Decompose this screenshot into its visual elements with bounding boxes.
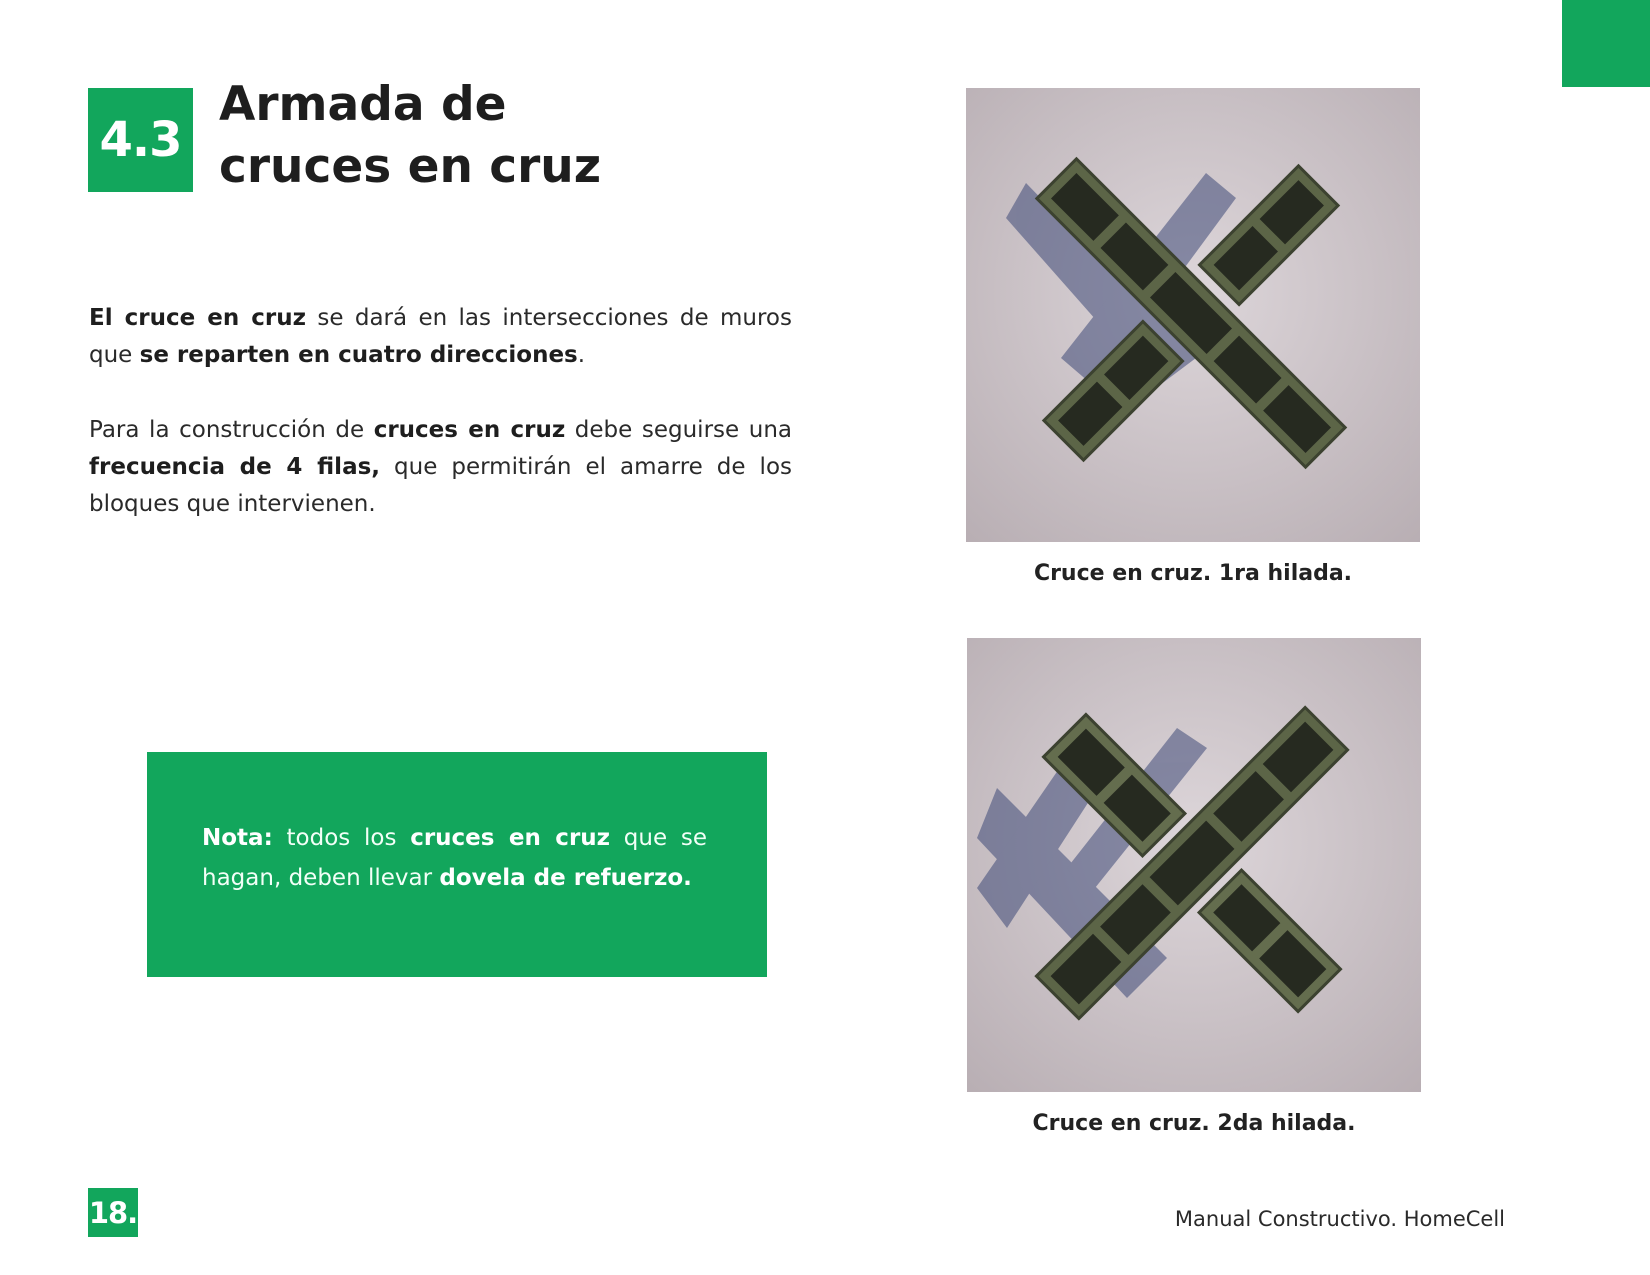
text-run: que permitirán el amarre de los bloques que intervienen. <box>89 454 793 517</box>
bold-text-run: se reparten en cuatro direcciones <box>139 342 578 368</box>
text-run: Para la construcción de <box>89 417 374 443</box>
manual-title: Manual Constructivo. HomeCell <box>1174 1207 1505 1231</box>
section-title <box>219 74 601 198</box>
bold-text-run: Nota: <box>202 825 273 851</box>
page-number: 18. <box>88 1188 138 1237</box>
bold-text-run: cruces en cruz <box>410 825 611 851</box>
note-text <box>202 818 707 898</box>
section-title-line-1: Armada de <box>219 77 507 132</box>
figure-caption-2: Cruce en cruz. 2da hilada. <box>1032 1111 1356 1136</box>
text-run: se dará en las intersecciones de muros que <box>89 305 792 368</box>
construction-paragraph <box>89 412 792 523</box>
text-run: debe seguirse una <box>565 417 792 443</box>
note-box <box>147 752 767 977</box>
text-run: que se hagan, deben llevar <box>202 825 708 891</box>
text-run: todos los <box>272 825 411 851</box>
intro-paragraph <box>89 300 792 374</box>
text-run: . <box>577 342 586 368</box>
second-course-image <box>967 638 1421 1092</box>
section-number-badge: 4.3 <box>88 88 193 192</box>
bold-text-run: frecuencia de 4 filas, <box>89 454 381 480</box>
corner-tab <box>1562 0 1650 87</box>
figure-caption-1: Cruce en cruz. 1ra hilada. <box>1033 561 1353 586</box>
bold-text-run: El cruce en cruz <box>89 305 307 331</box>
first-course-image <box>966 88 1420 542</box>
bold-text-run: dovela de refuerzo. <box>439 865 692 891</box>
second-course-render <box>967 638 1421 1092</box>
first-course-render <box>966 88 1420 542</box>
section-title-line-2: cruces en cruz <box>219 139 602 194</box>
bold-text-run: cruces en cruz <box>373 417 566 443</box>
